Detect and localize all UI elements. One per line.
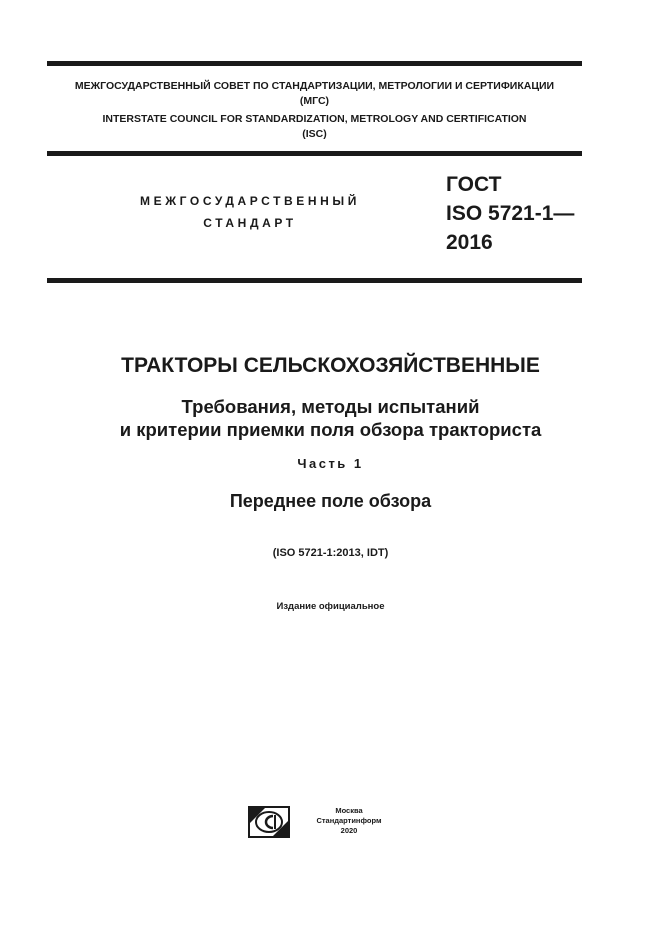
gost-line3: 2016 (446, 231, 493, 254)
bottom-rule (47, 278, 582, 283)
council-name-en (47, 112, 582, 142)
council-ru-line1: МЕЖГОСУДАРСТВЕННЫЙ СОВЕТ ПО СТАНДАРТИЗАЦИИ, МЕТРОЛОГИИ И СЕРТИФИКАЦИИ (74, 80, 555, 92)
standard-kind-line2: СТАНДАРТ (203, 216, 297, 230)
document-subtitle (0, 395, 661, 441)
council-ru-line2: (МГС) (299, 95, 330, 107)
standard-kind (100, 190, 400, 234)
publisher-block (295, 806, 403, 836)
publisher-city: Москва (335, 806, 363, 815)
council-en-line1: INTERSTATE COUNCIL FOR STANDARDIZATION, METROLOGY AND CERTIFICATION (102, 113, 527, 125)
edition-note: Издание официальное (276, 601, 385, 612)
part-title: Переднее поле обзора (229, 491, 432, 511)
gost-designation (446, 170, 574, 257)
publisher-name: Стандартинформ (316, 816, 382, 825)
middle-rule (47, 151, 582, 156)
gost-line2: ISO 5721-1— (446, 202, 575, 225)
council-name-ru (47, 79, 582, 109)
iso-reference: (ISO 5721-1:2013, IDT) (272, 547, 389, 559)
part-number: Часть 1 (297, 456, 364, 471)
publisher-year: 2020 (340, 826, 358, 835)
subtitle-line1: Требования, методы испытаний (181, 396, 480, 417)
council-en-line2: (ISC) (302, 128, 327, 140)
document-title: ТРАКТОРЫ СЕЛЬСКОХОЗЯЙСТВЕННЫЕ (121, 354, 540, 377)
standard-kind-line1: МЕЖГОСУДАРСТВЕННЫЙ (140, 194, 360, 208)
subtitle-line2: и критерии приемки поля обзора тракториста (119, 419, 542, 440)
top-rule (47, 61, 582, 66)
gost-line1: ГОСТ (446, 173, 502, 196)
standartinform-logo-icon (248, 806, 290, 838)
